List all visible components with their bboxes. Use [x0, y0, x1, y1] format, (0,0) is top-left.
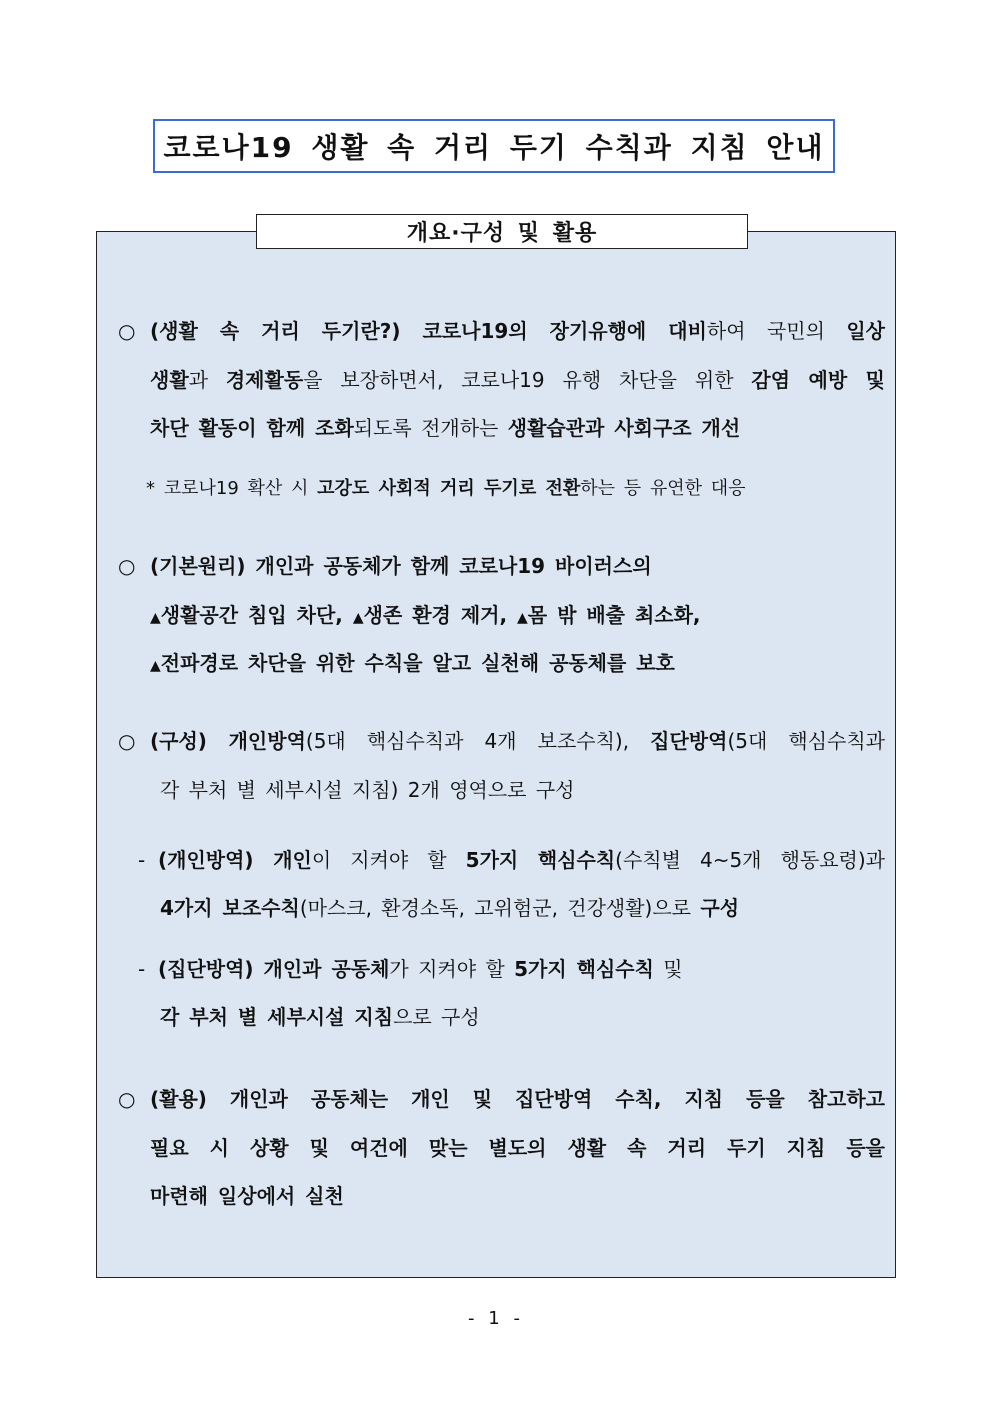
text: 되도록 전개하는 [353, 416, 508, 440]
bullet-circle-icon: ○ [118, 554, 136, 578]
text: 으로 구성 [393, 1005, 480, 1029]
text: 하는 등 유연한 대응 [580, 478, 746, 499]
text-bold: 각 부처 별 세부시설 지침 [160, 1005, 394, 1029]
sub-item-group-line-1 [158, 956, 683, 982]
item-structure-line-1 [150, 728, 885, 754]
text: (마스크, 환경소독, 고위험군, 건강생활)으로 [299, 896, 701, 920]
page-number: - 1 - [468, 1308, 524, 1329]
item-structure-line-2: 각 부처 별 세부시설 지침) 2개 영역으로 구성 [160, 778, 575, 802]
text: 코로나19 확산 시 [163, 478, 318, 499]
sub-item-group-line-2 [160, 1004, 480, 1030]
text: 과 [188, 368, 226, 392]
text-bold: 5가지 핵심수칙 [514, 957, 654, 981]
text-bold: (집단방역) 개인과 공동체 [158, 957, 390, 981]
text-bold: 차단 활동이 함께 조화 [150, 416, 354, 440]
text-bold: 생활습관과 사회구조 개선 [507, 416, 741, 440]
text-bold: 생존 환경 제거, [363, 603, 518, 627]
text-bold: 고강도 사회적 거리 두기로 전환 [317, 478, 581, 499]
item-principle-line-1: (기본원리) 개인과 공동체가 함께 코로나19 바이러스의 [150, 554, 652, 578]
sub-item-personal-line-1 [158, 847, 885, 873]
text: (5대 핵심수칙과 [727, 729, 885, 753]
text-bold: 감염 예방 및 [751, 368, 885, 392]
text-bold: 생활공간 침입 차단, [160, 603, 353, 627]
text-bold: 집단방역 [650, 729, 728, 753]
text-bold: 4가지 보조수칙 [160, 896, 300, 920]
text-bold: 몸 밖 배출 최소화, [527, 603, 701, 627]
section-label: 개요·구성 및 활용 [406, 221, 598, 246]
item-usage-line-1: (활용) 개인과 공동체는 개인 및 집단방역 수칙, 지침 등을 참고하고 [150, 1087, 885, 1111]
document-title: 코로나19 생활 속 거리 두기 수칙과 지침 안내 [163, 131, 825, 164]
bullet-circle-icon: ○ [118, 729, 136, 753]
item-principle-line-2 [150, 602, 701, 631]
note-asterisk-icon: * [146, 478, 155, 499]
text: 이 지켜야 할 [311, 848, 466, 872]
bullet-circle-icon: ○ [118, 319, 136, 343]
text: 가 지켜야 할 [389, 957, 515, 981]
text: (5대 핵심수칙과 4개 보조수칙), [305, 729, 651, 753]
text-bold: 5가지 핵심수칙 [465, 848, 616, 872]
section-label-box [256, 214, 748, 249]
text: 및 [653, 957, 683, 981]
text-bold: 전파경로 차단을 위한 수칙을 알고 실천해 공동체를 보호 [160, 651, 675, 675]
sub-item-personal-line-2 [160, 895, 739, 921]
item-usage-line-2: 필요 시 상황 및 여건에 맞는 별도의 생활 속 거리 두기 지침 등을 [150, 1136, 885, 1160]
item-definition-line-1 [150, 318, 885, 344]
text-bold: 생활 [150, 368, 189, 392]
text-bold: (구성) 개인방역 [150, 729, 306, 753]
item-principle-line-3 [150, 650, 675, 679]
document-title-box [153, 119, 835, 173]
dash-marker: - [138, 957, 146, 981]
text-bold: 일상 [846, 319, 885, 343]
triangle-icon: ▲ [352, 610, 364, 626]
triangle-icon: ▲ [150, 610, 161, 626]
bullet-circle-icon: ○ [118, 1087, 136, 1111]
text-bold: (개인방역) 개인 [158, 848, 312, 872]
triangle-icon: ▲ [150, 658, 161, 674]
item-definition-line-3 [150, 415, 740, 441]
text-bold: 경제활동 [225, 368, 304, 392]
text: (수칙별 4~5개 행동요령)과 [615, 848, 885, 872]
triangle-icon: ▲ [517, 610, 528, 626]
text: 을 보장하면서, 코로나19 유행 차단을 위한 [303, 368, 752, 392]
dash-marker: - [138, 848, 146, 872]
text: 하여 국민의 [706, 319, 847, 343]
text-bold: 구성 [700, 896, 740, 920]
item-usage-line-3: 마련해 일상에서 실천 [150, 1184, 344, 1208]
item-definition-note [146, 476, 746, 502]
text-bold: (생활 속 거리 두기란?) 코로나19의 장기유행에 대비 [150, 319, 707, 343]
item-definition-line-2 [150, 367, 885, 393]
